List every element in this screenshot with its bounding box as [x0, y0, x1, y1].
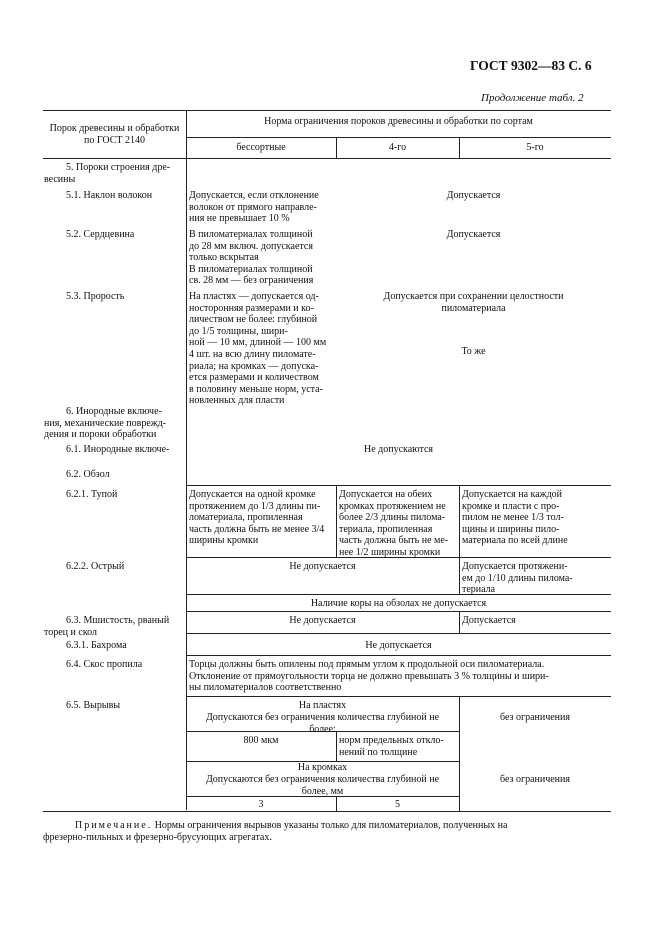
row-5-title: 5. Пороки строения дре- весины [44, 162, 171, 185]
row-6-2-1-besortnye: Допускается на одной кромке протяжением до 1/3 длины пи- ломатериала, пропиленная часть должна быть не менее 3/4 ширины кромки [189, 489, 325, 547]
row-6-5-kromki-head: На кромках [297, 762, 348, 773]
row-5-3-name: 5.3. Прорость [66, 291, 125, 302]
row-6-5-kromki-text: Допускаются без ограничения количества глубиной не более, мм [205, 774, 440, 797]
note-text-1: Нормы ограничения вырывов указаны только для пиломатериалов, полученных на [152, 820, 508, 831]
row-6-4-name: 6.4. Скос пропила [66, 659, 143, 670]
table-note [75, 820, 507, 832]
row-5-1-besortnye: Допускается, если отклонение волокон от прямого направле- ния не превышает 10 % [189, 190, 319, 225]
row-6-5-kromki-besortnye: 3 [258, 799, 264, 810]
row-6-2-2-besortnye-4: Не допускается [289, 561, 356, 572]
table-continuation: Продолжение табл. 2 [481, 92, 584, 104]
row-6-5-plast-text: Допускаются без ограничения количества глубиной не более: [205, 712, 440, 735]
table-top-border [43, 110, 611, 111]
table-bottom-border [43, 811, 611, 812]
row-6-2-bark: Наличие коры на обзолах не допускается [310, 598, 487, 609]
row-6-5-plast-5: без ограничения [500, 712, 570, 723]
vyryvy-divider-5c [459, 796, 460, 811]
row-6-2-1-4: Допускается на обеих кромках протяжением не более 2/3 длины пилома- териала, пропиленная часть должна быть не ме- нее 1/2 ширины кромки [339, 489, 449, 558]
row-6-2-name: 6.2. Обзол [66, 469, 110, 480]
col-head-defect: Порок древесины и обработки по ГОСТ 2140 [49, 123, 180, 146]
vyryvy-divider-4 [336, 731, 337, 761]
row-6-5-kromki-4: 5 [395, 799, 400, 810]
col-head-group: Норма ограничения пороков древесины и обработки по сортам [264, 116, 533, 127]
row-6-3-1-all: Не допускается [365, 640, 432, 651]
row-6-3-name: 6.3. Мшистость, рваный торец и скол [44, 615, 170, 638]
col-head-5: 5-го [526, 142, 544, 153]
vyryvy-divider-5a [459, 696, 460, 766]
mshist-divider-5 [459, 611, 460, 633]
col-head-4: 4-го [388, 142, 407, 153]
row-6-1-all: Не допускаются [363, 444, 434, 455]
table-note-line-2: фрезерно-пильных и фрезерно-брусующих агрегатах. [43, 832, 272, 843]
row-6-5-plast-besortnye: 800 мкм [243, 735, 279, 746]
row-6-3-5: Допускается [462, 615, 516, 626]
skos-top-rule [186, 655, 611, 656]
vyryvy-top-rule [186, 696, 611, 697]
row-6-5-kromki-5: без ограничения [500, 774, 570, 785]
header-bottom-border [43, 158, 611, 159]
row-5-2-besortnye: В пиломатериалах толщиной до 28 мм включ. допускается только вскрытая В пиломатериалах толщиной св. 28 мм — без ограничения [189, 229, 314, 287]
row-6-1-name: 6.1. Инородные включе- [66, 444, 170, 455]
row-5-1-rest: Допускается [446, 190, 501, 201]
page-title: ГОСТ 9302—83 С. 6 [470, 58, 592, 73]
bakhroma-top-rule [186, 633, 611, 634]
obzol-divider-5 [459, 485, 460, 557]
header-divider [186, 137, 611, 138]
row-6-2-1-5: Допускается на каждой кромке и пласти с про- пилом не менее 1/3 тол- щины и ширины пило- материала по всей длине [462, 489, 568, 547]
row-5-3-besortnye: На пластях — допускается од- носторонняя размерами и ко- личеством не более: глубиной до 1/5 толщины, шири- ной — 10 мм, длиной — 100 мм 4 шт. на всю длину пиломате- риала; на кромках — допуска- ется размерами и количеством в половину меньше норм, уста- новленных для пласти [189, 291, 327, 407]
row-6-3-1-name: 6.3.1. Бахрома [66, 640, 127, 651]
row-6-5-plast-4: норм предельных откло- нений по толщине [339, 735, 444, 758]
row-6-5-plast-head: На пластях [298, 700, 347, 711]
obzol-divider-4 [336, 485, 337, 557]
row-5-3-rest: Допускается при сохранении целостности пиломатериала [383, 291, 564, 314]
row-5-2-rest: Допускается [446, 229, 501, 240]
row-6-title: 6. Инородные включе- ния, механические поврежд- дения и пороки обработки [44, 406, 167, 441]
row-5-1-name: 5.1. Наклон волокон [66, 190, 153, 201]
row-6-2-1-name: 6.2.1. Тупой [66, 489, 118, 500]
obzol-top-rule [186, 485, 611, 486]
row-5-2-name: 5.2. Сердцевина [66, 229, 135, 240]
row-6-3-besortnye-4: Не допускается [289, 615, 356, 626]
ostry-divider-5 [459, 557, 460, 594]
col-head-besortnye: бессортные [236, 142, 286, 153]
mshist-top-rule [186, 611, 611, 612]
row-6-2-2-name: 6.2.2. Острый [66, 561, 125, 572]
row-6-4-all: Торцы должны быть опилены под прямым углом к продольной оси пиломатериала. Отклонение от прямоугольности торца не должно превышать 3 % толщины и шири- ны пиломатериалов соответственно [189, 659, 549, 694]
row-6-5-name: 6.5. Вырывы [66, 700, 121, 711]
note-label: Примечание. [75, 820, 153, 831]
row-5-3-rest-same: То же [461, 346, 486, 357]
row-6-2-2-5: Допускается протяжени- ем до 1/10 длины пилома- териала [462, 561, 573, 596]
